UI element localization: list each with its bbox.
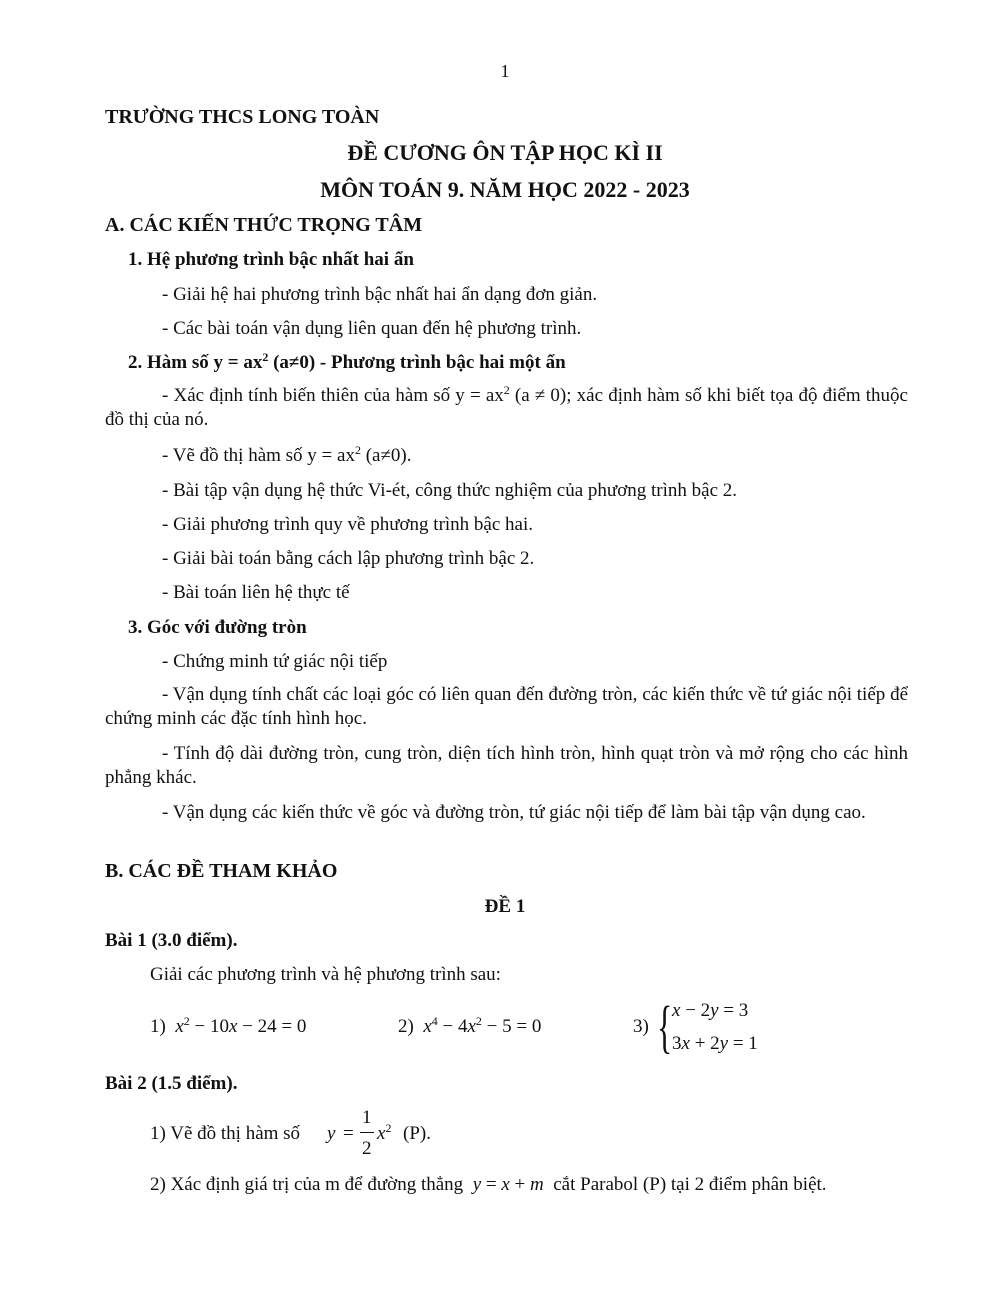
- bai1-heading: Bài 1 (3.0 điểm).: [105, 930, 238, 951]
- bai1-intro: Giải các phương trình và hệ phương trình sau:: [150, 964, 501, 985]
- system-line-1: x − 2y = 3: [672, 1000, 749, 1021]
- doc-title: ĐỀ CƯƠNG ÔN TẬP HỌC KÌ II: [347, 140, 663, 165]
- topic2-heading: 2. Hàm số $y = ax^2$ (a≠0) - Phương trình bậc hai một ẩn: [128, 350, 566, 373]
- bai2-q2: 2) Xác định giá trị của m để đường thẳng y = x + m cắt Parabol (P) tại 2 điểm phân biệt.: [150, 1174, 827, 1195]
- fraction-numerator: 1: [362, 1107, 372, 1128]
- topic3-item: - Tính độ dài đường tròn, cung tròn, diện tích hình tròn, hình quạt tròn và mở rộng cho các hình phẳng khác.: [105, 743, 908, 788]
- topic3-item: - Vận dụng tính chất các loại góc có liên quan đến đường tròn, các kiến thức về tứ giác nội tiếp để chứng minh các đặc tính hình học.: [105, 684, 908, 729]
- bai2-q1: 1) Vẽ đồ thị hàm số: [150, 1123, 301, 1144]
- topic1-heading: 1. Hệ phương trình bậc nhất hai ẩn: [128, 249, 414, 270]
- section-a-heading: A. CÁC KIẾN THỨC TRỌNG TÂM: [105, 214, 423, 236]
- bai2-q1-eq: =: [343, 1123, 354, 1144]
- topic2-item: - Xác định tính biến thiên của hàm số $y = ax^2$ (a ≠ 0); xác định hàm số khi biết tọa độ điểm thuộc đồ thị của nó.: [105, 383, 908, 430]
- doc-subtitle: MÔN TOÁN 9. NĂM HỌC 2022 - 2023: [320, 177, 690, 202]
- fraction-denominator: 2: [362, 1138, 372, 1159]
- bai2-heading: Bài 2 (1.5 điểm).: [105, 1073, 238, 1094]
- system-line-2: 3x + 2y = 1: [672, 1033, 758, 1054]
- equation-1: 1) $x^2 - 10x - 24 = 0$: [150, 1014, 307, 1037]
- topic3-heading: 3. Góc với đường tròn: [128, 617, 307, 638]
- equation-2: 2) $x^4 - 4x^2 - 5 = 0$: [398, 1014, 542, 1037]
- section-b-heading: B. CÁC ĐỀ THAM KHẢO: [105, 860, 338, 882]
- topic1-item: - Giải hệ hai phương trình bậc nhất hai ẩn dạng đơn giản.: [162, 284, 598, 305]
- bai2-q1-post: (P).: [403, 1123, 431, 1144]
- school-name: TRƯỜNG THCS LONG TOÀN: [105, 106, 380, 128]
- system-brace: {: [657, 994, 673, 1059]
- topic2-item: - Bài tập vận dụng hệ thức Vi-ét, công thức nghiệm của phương trình bậc 2.: [162, 480, 738, 501]
- exam-title: ĐỀ 1: [484, 896, 526, 917]
- equation-3-label: 3): [633, 1016, 649, 1037]
- topic2-item: - Giải phương trình quy về phương trình bậc hai.: [162, 514, 534, 535]
- page-number: 1: [500, 61, 510, 81]
- topic2-item: - Vẽ đồ thị hàm số $y = ax^2$ (a≠0).: [162, 443, 412, 466]
- topic1-item: - Các bài toán vận dụng liên quan đến hệ phương trình.: [162, 318, 582, 339]
- topic2-item: - Giải bài toán bằng cách lập phương trình bậc 2.: [162, 548, 535, 569]
- bai2-q1-x: $x^2$: [377, 1121, 392, 1144]
- topic2-item: - Bài toán liên hệ thực tế: [162, 582, 350, 603]
- topic3-item: - Vận dụng các kiến thức về góc và đường tròn, tứ giác nội tiếp để làm bài tập vận dụng cao.: [162, 802, 866, 823]
- bai2-q1-y: y: [327, 1123, 336, 1144]
- fraction-bar: [360, 1132, 374, 1133]
- topic3-item: - Chứng minh tứ giác nội tiếp: [162, 651, 388, 672]
